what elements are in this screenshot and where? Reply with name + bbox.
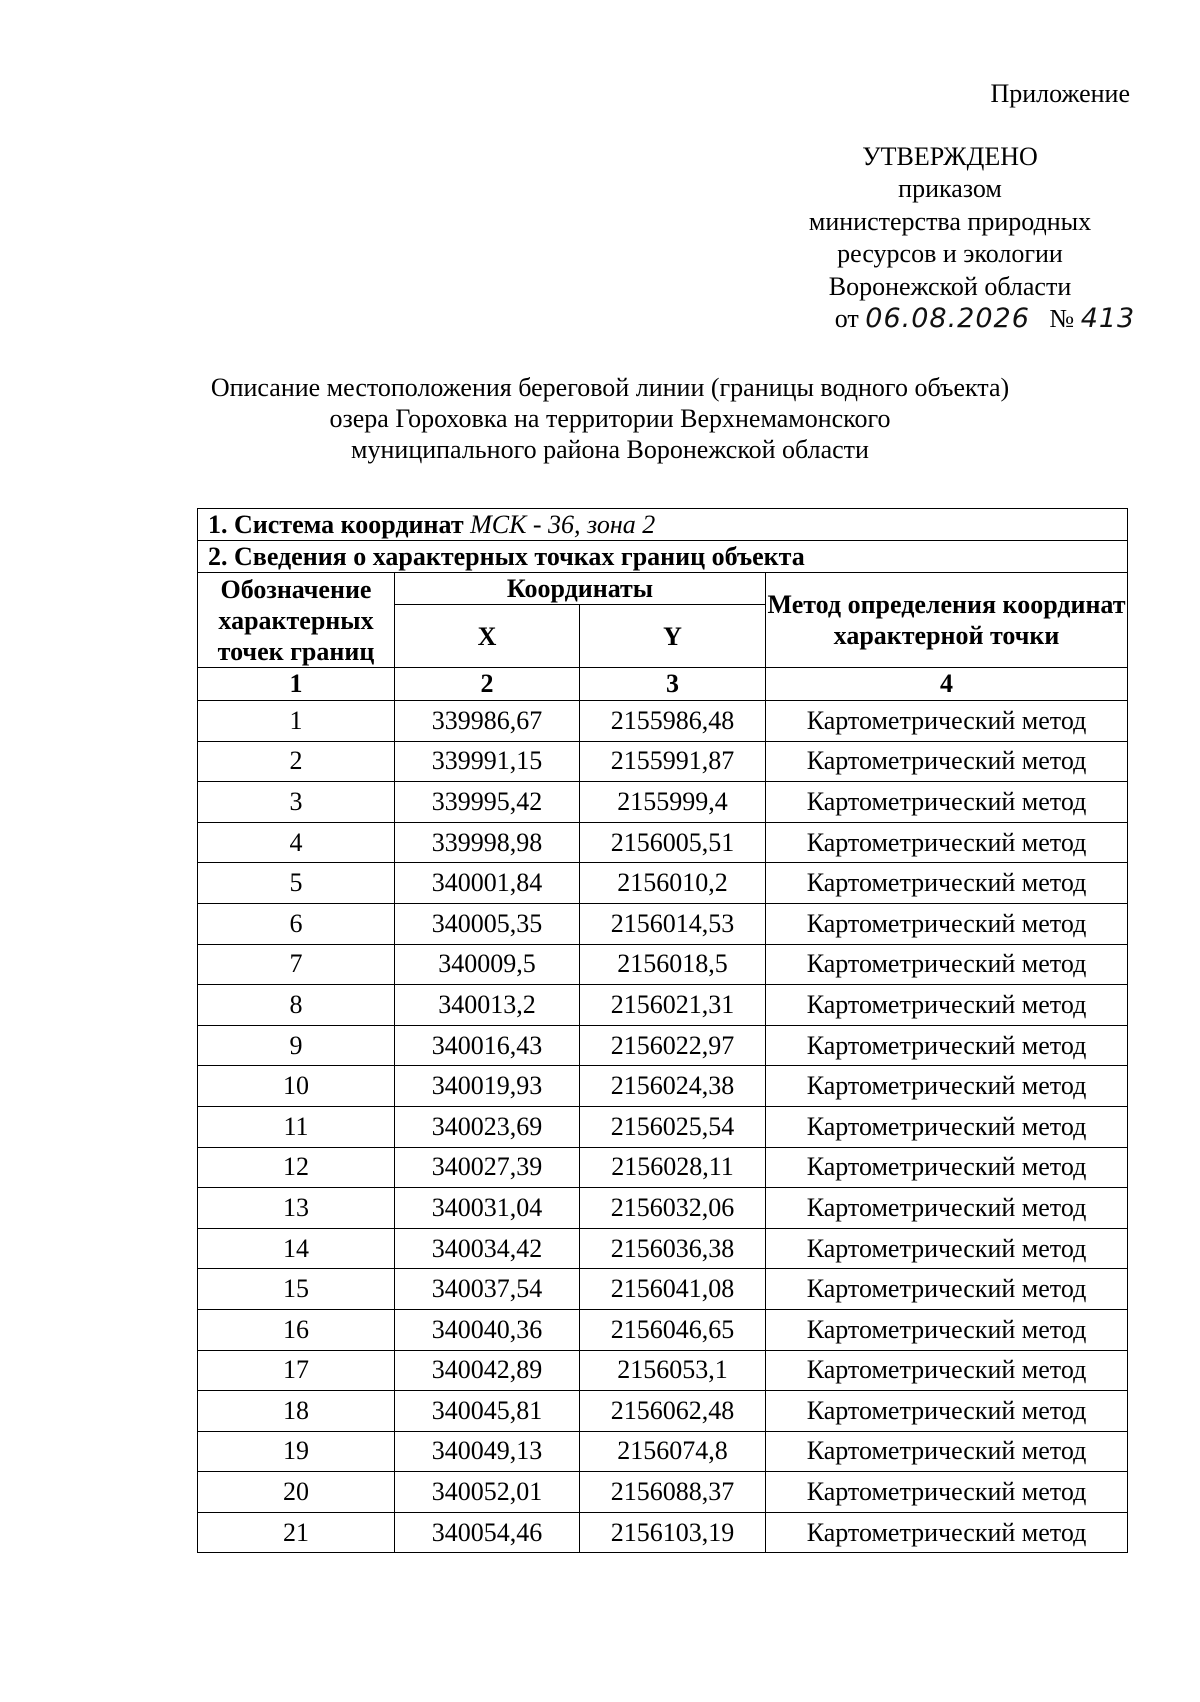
method-cell: Картометрический метод	[766, 863, 1128, 904]
method-cell: Картометрический метод	[766, 701, 1128, 742]
table-header-row	[198, 573, 1128, 605]
y-coordinate-cell: 2156074,8	[580, 1431, 766, 1472]
points-info-label: 2. Сведения о характерных точках границ объекта	[198, 541, 1128, 573]
point-number-cell: 6	[198, 903, 395, 944]
column-number: 1	[198, 668, 395, 701]
method-cell: Картометрический метод	[766, 1431, 1128, 1472]
method-cell: Картометрический метод	[766, 1066, 1128, 1107]
column-numbers-row	[198, 668, 1128, 701]
number-prefix: №	[1049, 304, 1075, 333]
y-coordinate-cell: 2156021,31	[580, 985, 766, 1026]
table-row	[198, 863, 1128, 904]
y-coordinate-cell: 2155999,4	[580, 782, 766, 823]
x-coordinate-cell: 339995,42	[395, 782, 580, 823]
table-row	[198, 1309, 1128, 1350]
point-number-cell: 9	[198, 1025, 395, 1066]
point-number-cell: 5	[198, 863, 395, 904]
y-coordinate-cell: 2156088,37	[580, 1472, 766, 1513]
approval-line: приказом	[898, 174, 1002, 203]
approval-line: министерства природных	[808, 206, 1092, 236]
y-coordinate-cell: 2155991,87	[580, 741, 766, 782]
point-number-cell: 12	[198, 1147, 395, 1188]
method-cell: Картометрический метод	[766, 1269, 1128, 1310]
points-info-row	[198, 541, 1128, 573]
coordinate-system-cell	[198, 509, 1128, 541]
handwritten-number: 413	[1080, 303, 1136, 334]
document-title	[180, 372, 1040, 465]
x-coordinate-cell: 340001,84	[395, 863, 580, 904]
y-coordinate-cell: 2156025,54	[580, 1106, 766, 1147]
x-coordinate-cell: 340037,54	[395, 1269, 580, 1310]
table-row	[198, 782, 1128, 823]
y-coordinate-cell: 2156022,97	[580, 1025, 766, 1066]
x-coordinate-cell: 340042,89	[395, 1350, 580, 1391]
table-row	[198, 1350, 1128, 1391]
x-coordinate-cell: 340034,42	[395, 1228, 580, 1269]
point-number-cell: 8	[198, 985, 395, 1026]
order-date-number	[760, 303, 1140, 336]
coordinate-system-label: 1. Система координат	[208, 509, 464, 539]
title-line: озера Гороховка на территории Верхнемамонского	[329, 404, 891, 433]
x-coordinate-cell: 340019,93	[395, 1066, 580, 1107]
y-header: Y	[580, 605, 766, 668]
x-coordinate-cell: 340016,43	[395, 1025, 580, 1066]
method-cell: Картометрический метод	[766, 1025, 1128, 1066]
point-number-cell: 7	[198, 944, 395, 985]
y-coordinate-cell: 2156005,51	[580, 822, 766, 863]
y-coordinate-cell: 2156053,1	[580, 1350, 766, 1391]
y-coordinate-cell: 2156041,08	[580, 1269, 766, 1310]
x-coordinate-cell: 340049,13	[395, 1431, 580, 1472]
method-cell: Картометрический метод	[766, 822, 1128, 863]
y-coordinate-cell: 2156028,11	[580, 1147, 766, 1188]
y-coordinate-cell: 2156062,48	[580, 1391, 766, 1432]
method-cell: Картометрический метод	[766, 1106, 1128, 1147]
table-row	[198, 1147, 1128, 1188]
method-cell: Картометрический метод	[766, 1147, 1128, 1188]
approved-label: УТВЕРЖДЕНО	[862, 141, 1038, 171]
table-row	[198, 944, 1128, 985]
x-coordinate-cell: 340009,5	[395, 944, 580, 985]
x-coordinate-cell: 340005,35	[395, 903, 580, 944]
column-number: 3	[580, 668, 766, 701]
point-number-cell: 3	[198, 782, 395, 823]
coordinate-system-value: МСК - 36, зона 2	[470, 509, 656, 539]
table-row	[198, 1106, 1128, 1147]
point-number-cell: 2	[198, 741, 395, 782]
x-coordinate-cell: 340031,04	[395, 1188, 580, 1229]
approval-line: ресурсов и экологии	[837, 239, 1063, 268]
approval-line: Воронежской области	[828, 271, 1072, 301]
point-designation-header: Обозначение характерных точек границ	[198, 573, 395, 668]
method-cell: Картометрический метод	[766, 1472, 1128, 1513]
point-number-cell: 18	[198, 1391, 395, 1432]
handwritten-date: 06.08.2026	[865, 303, 1030, 334]
y-coordinate-cell: 2156103,19	[580, 1512, 766, 1553]
x-coordinate-cell: 340052,01	[395, 1472, 580, 1513]
method-cell: Картометрический метод	[766, 1512, 1128, 1553]
table-row	[198, 741, 1128, 782]
method-cell: Картометрический метод	[766, 1391, 1128, 1432]
point-number-cell: 1	[198, 701, 395, 742]
y-coordinate-cell: 2156014,53	[580, 903, 766, 944]
title-line: муниципального района Воронежской области	[351, 435, 869, 464]
y-coordinate-cell: 2156046,65	[580, 1309, 766, 1350]
table-row	[198, 985, 1128, 1026]
table-body	[198, 701, 1128, 1553]
x-header: X	[395, 605, 580, 668]
y-coordinate-cell: 2155986,48	[580, 701, 766, 742]
method-cell: Картометрический метод	[766, 1350, 1128, 1391]
y-coordinate-cell: 2156010,2	[580, 863, 766, 904]
table-row	[198, 1512, 1128, 1553]
column-number: 4	[766, 668, 1128, 701]
point-number-cell: 14	[198, 1228, 395, 1269]
x-coordinate-cell: 340054,46	[395, 1512, 580, 1553]
method-cell: Картометрический метод	[766, 782, 1128, 823]
y-coordinate-cell: 2156018,5	[580, 944, 766, 985]
point-number-cell: 13	[198, 1188, 395, 1229]
x-coordinate-cell: 340027,39	[395, 1147, 580, 1188]
title-line: Описание местоположения береговой линии (границы водного объекта)	[210, 373, 1010, 402]
date-prefix: от	[834, 304, 859, 333]
table-row	[198, 1066, 1128, 1107]
method-header: Метод определения координат характерной точки	[766, 573, 1128, 668]
method-cell: Картометрический метод	[766, 741, 1128, 782]
table-row	[198, 903, 1128, 944]
point-number-cell: 20	[198, 1472, 395, 1513]
point-number-cell: 19	[198, 1431, 395, 1472]
table-row	[198, 1391, 1128, 1432]
point-number-cell: 11	[198, 1106, 395, 1147]
x-coordinate-cell: 340045,81	[395, 1391, 580, 1432]
table-row	[198, 822, 1128, 863]
y-coordinate-cell: 2156032,06	[580, 1188, 766, 1229]
table-row	[198, 1269, 1128, 1310]
method-cell: Картометрический метод	[766, 944, 1128, 985]
x-coordinate-cell: 339986,67	[395, 701, 580, 742]
table-row	[198, 701, 1128, 742]
y-coordinate-cell: 2156024,38	[580, 1066, 766, 1107]
method-cell: Картометрический метод	[766, 903, 1128, 944]
coordinates-header: Координаты	[395, 573, 766, 605]
x-coordinate-cell: 340013,2	[395, 985, 580, 1026]
table-row	[198, 1431, 1128, 1472]
column-number: 2	[395, 668, 580, 701]
table-row	[198, 1188, 1128, 1229]
appendix-label: Приложение	[990, 79, 1130, 108]
method-cell: Картометрический метод	[766, 1309, 1128, 1350]
method-cell: Картометрический метод	[766, 1188, 1128, 1229]
point-number-cell: 17	[198, 1350, 395, 1391]
y-coordinate-cell: 2156036,38	[580, 1228, 766, 1269]
table-row	[198, 1228, 1128, 1269]
x-coordinate-cell: 339991,15	[395, 741, 580, 782]
method-cell: Картометрический метод	[766, 985, 1128, 1026]
x-coordinate-cell: 339998,98	[395, 822, 580, 863]
table-row	[198, 1472, 1128, 1513]
coordinate-system-row	[198, 509, 1128, 541]
point-number-cell: 21	[198, 1512, 395, 1553]
point-number-cell: 16	[198, 1309, 395, 1350]
point-number-cell: 4	[198, 822, 395, 863]
approval-block	[760, 78, 1140, 336]
point-number-cell: 10	[198, 1066, 395, 1107]
x-coordinate-cell: 340040,36	[395, 1309, 580, 1350]
x-coordinate-cell: 340023,69	[395, 1106, 580, 1147]
table-row	[198, 1025, 1128, 1066]
point-number-cell: 15	[198, 1269, 395, 1310]
method-cell: Картометрический метод	[766, 1228, 1128, 1269]
coordinates-table	[197, 508, 1128, 1553]
